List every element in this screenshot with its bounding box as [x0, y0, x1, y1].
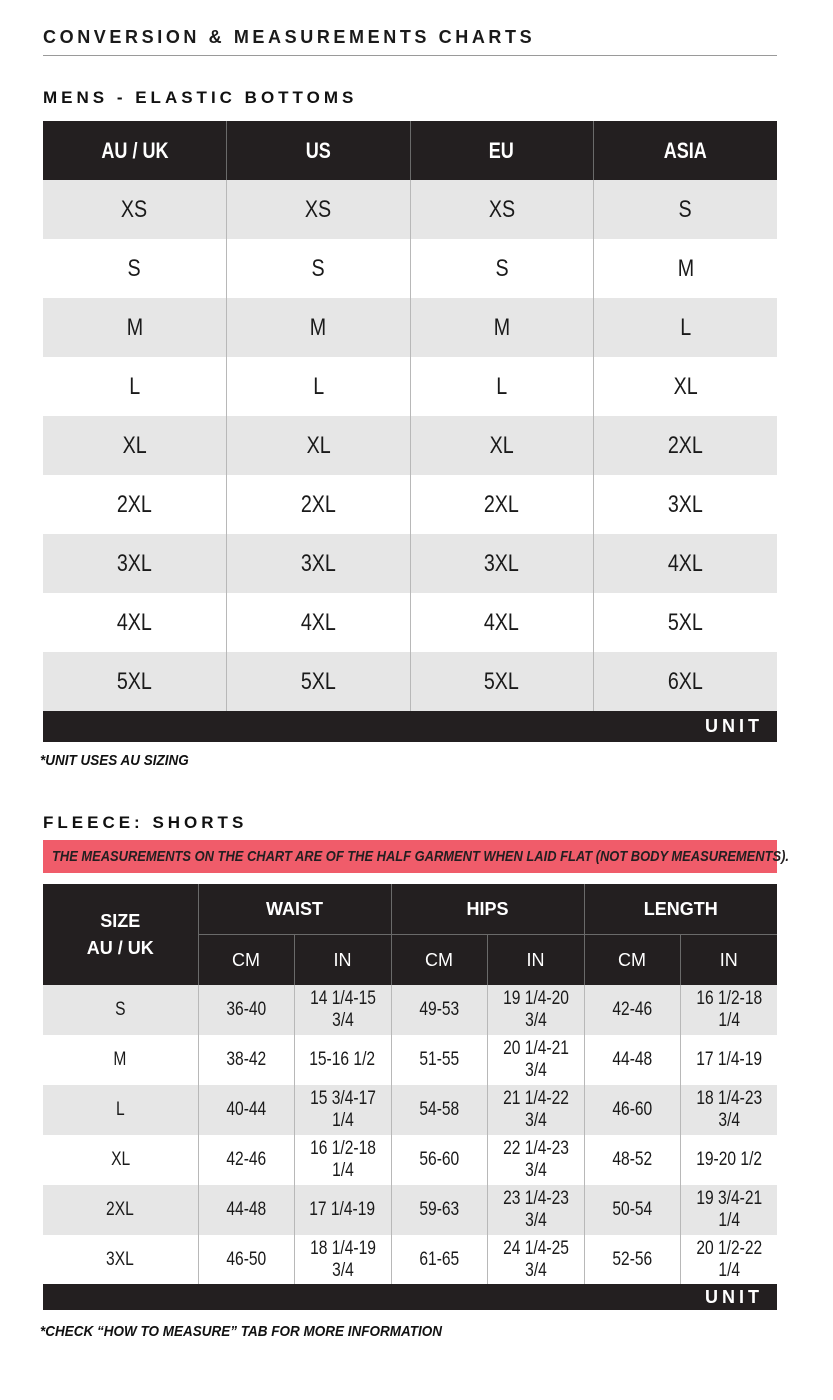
size-conversion-table — [43, 121, 777, 711]
table-cell: 44-48 — [584, 1035, 680, 1085]
table-cell: S — [43, 985, 198, 1035]
table-cell: 59-63 — [391, 1185, 487, 1235]
table-cell: 24 1/4-25 3/4 — [487, 1235, 584, 1285]
table-cell: 51-55 — [391, 1035, 487, 1085]
table-cell: 6XL — [594, 652, 778, 711]
table-row — [43, 357, 777, 416]
unit-header-in: IN — [294, 935, 391, 986]
table-cell: S — [43, 239, 227, 298]
length-group-header: LENGTH — [584, 884, 777, 935]
table-cell: 46-50 — [198, 1235, 294, 1285]
unit-logo: UNIT — [705, 716, 763, 736]
table-cell: 4XL — [227, 593, 411, 652]
table-cell: M — [410, 298, 594, 357]
table-row — [43, 1185, 777, 1235]
measurements-table — [43, 884, 777, 1285]
table-cell: 3XL — [43, 534, 227, 593]
table-cell: 49-53 — [391, 985, 487, 1035]
table-cell: 5XL — [410, 652, 594, 711]
table-cell: 5XL — [43, 652, 227, 711]
table-cell: M — [594, 239, 778, 298]
table-cell: 18 1/4-23 3/4 — [680, 1085, 777, 1135]
conversion-header-row — [43, 121, 777, 180]
section-title-mens-elastic-bottoms: MENS - ELASTIC BOTTOMS — [43, 88, 358, 107]
table-row — [43, 416, 777, 475]
conversion-header-us: US — [227, 121, 411, 180]
table-row — [43, 298, 777, 357]
table-cell: 54-58 — [391, 1085, 487, 1135]
table-cell: 46-60 — [584, 1085, 680, 1135]
conversion-header-au-uk: AU / UK — [43, 121, 227, 180]
table-row — [43, 652, 777, 711]
table-cell: S — [594, 180, 778, 239]
waist-group-header: WAIST — [198, 884, 391, 935]
table-cell: 5XL — [227, 652, 411, 711]
table-cell: 50-54 — [584, 1185, 680, 1235]
unit-header-in: IN — [680, 935, 777, 986]
table-cell: XL — [410, 416, 594, 475]
table-cell: 3XL — [227, 534, 411, 593]
table-cell: 42-46 — [584, 985, 680, 1035]
table-row — [43, 1235, 777, 1285]
table-cell: 15-16 1/2 — [294, 1035, 391, 1085]
table-cell: 40-44 — [198, 1085, 294, 1135]
table-cell: 16 1/2-18 1/4 — [680, 985, 777, 1035]
conversion-header-asia: ASIA — [594, 121, 778, 180]
table-cell: 18 1/4-19 3/4 — [294, 1235, 391, 1285]
table-cell: 14 1/4-15 3/4 — [294, 985, 391, 1035]
table-cell: M — [43, 298, 227, 357]
table-cell: 20 1/2-22 1/4 — [680, 1235, 777, 1285]
measurements-brand-bar — [43, 1284, 777, 1310]
table-cell: L — [594, 298, 778, 357]
unit-header-cm: CM — [584, 935, 680, 986]
section-title-fleece-shorts: FLEECE: SHORTS — [43, 813, 248, 832]
table-cell: XL — [43, 416, 227, 475]
measurements-footnote: *CHECK “HOW TO MEASURE” TAB FOR MORE INFORMATION — [40, 1323, 442, 1340]
table-cell: 2XL — [594, 416, 778, 475]
table-cell: 19 1/4-20 3/4 — [487, 985, 584, 1035]
title-divider — [43, 55, 777, 56]
table-cell: 36-40 — [198, 985, 294, 1035]
conversion-brand-bar — [43, 711, 777, 742]
table-cell: 3XL — [410, 534, 594, 593]
table-cell: 17 1/4-19 — [680, 1035, 777, 1085]
table-cell: L — [410, 357, 594, 416]
table-cell: 2XL — [410, 475, 594, 534]
table-cell: 44-48 — [198, 1185, 294, 1235]
table-cell: S — [227, 239, 411, 298]
table-row — [43, 1085, 777, 1135]
measurement-notice-text: THE MEASUREMENTS ON THE CHART ARE OF THE HALF GARMENT WHEN LAID FLAT (NOT BODY MEASUREMENTS). — [52, 848, 789, 865]
table-cell: L — [43, 1085, 198, 1135]
table-cell: 5XL — [594, 593, 778, 652]
table-cell: 3XL — [594, 475, 778, 534]
table-cell: 4XL — [410, 593, 594, 652]
table-cell: 48-52 — [584, 1135, 680, 1185]
unit-header-in: IN — [487, 935, 584, 986]
table-cell: 23 1/4-23 3/4 — [487, 1185, 584, 1235]
table-row — [43, 180, 777, 239]
table-cell: 3XL — [43, 1235, 198, 1285]
table-cell: 38-42 — [198, 1035, 294, 1085]
table-row — [43, 534, 777, 593]
table-cell: 4XL — [594, 534, 778, 593]
table-cell: L — [227, 357, 411, 416]
table-cell: S — [410, 239, 594, 298]
conversion-footnote: *UNIT USES AU SIZING — [40, 752, 189, 769]
page-title: CONVERSION & MEASUREMENTS CHARTS — [43, 27, 536, 47]
table-cell: 20 1/4-21 3/4 — [487, 1035, 584, 1085]
table-cell: 16 1/2-18 1/4 — [294, 1135, 391, 1185]
table-cell: XL — [227, 416, 411, 475]
table-row — [43, 593, 777, 652]
table-cell: L — [43, 357, 227, 416]
measurement-group-header-row — [43, 884, 777, 935]
table-cell: 19-20 1/2 — [680, 1135, 777, 1185]
table-cell: 22 1/4-23 3/4 — [487, 1135, 584, 1185]
measurement-notice-banner — [43, 840, 789, 873]
table-row — [43, 239, 777, 298]
table-cell: XS — [43, 180, 227, 239]
size-au-uk-header: SIZE AU / UK — [43, 884, 198, 985]
hips-group-header: HIPS — [391, 884, 584, 935]
table-cell: 42-46 — [198, 1135, 294, 1185]
table-row — [43, 1035, 777, 1085]
table-cell: 56-60 — [391, 1135, 487, 1185]
unit-header-cm: CM — [391, 935, 487, 986]
table-row — [43, 985, 777, 1035]
table-cell: 52-56 — [584, 1235, 680, 1285]
table-cell: 2XL — [43, 475, 227, 534]
table-cell: XS — [227, 180, 411, 239]
table-cell: XS — [410, 180, 594, 239]
table-cell: 61-65 — [391, 1235, 487, 1285]
table-cell: 19 3/4-21 1/4 — [680, 1185, 777, 1235]
table-cell: XL — [43, 1135, 198, 1185]
unit-header-cm: CM — [198, 935, 294, 986]
table-cell: XL — [594, 357, 778, 416]
table-cell: 2XL — [43, 1185, 198, 1235]
table-cell: 17 1/4-19 — [294, 1185, 391, 1235]
table-row — [43, 475, 777, 534]
table-cell: M — [43, 1035, 198, 1085]
table-row — [43, 1135, 777, 1185]
table-cell: 21 1/4-22 3/4 — [487, 1085, 584, 1135]
conversion-header-eu: EU — [410, 121, 594, 180]
table-cell: 15 3/4-17 1/4 — [294, 1085, 391, 1135]
unit-logo: UNIT — [705, 1287, 763, 1307]
table-cell: M — [227, 298, 411, 357]
table-cell: 4XL — [43, 593, 227, 652]
table-cell: 2XL — [227, 475, 411, 534]
